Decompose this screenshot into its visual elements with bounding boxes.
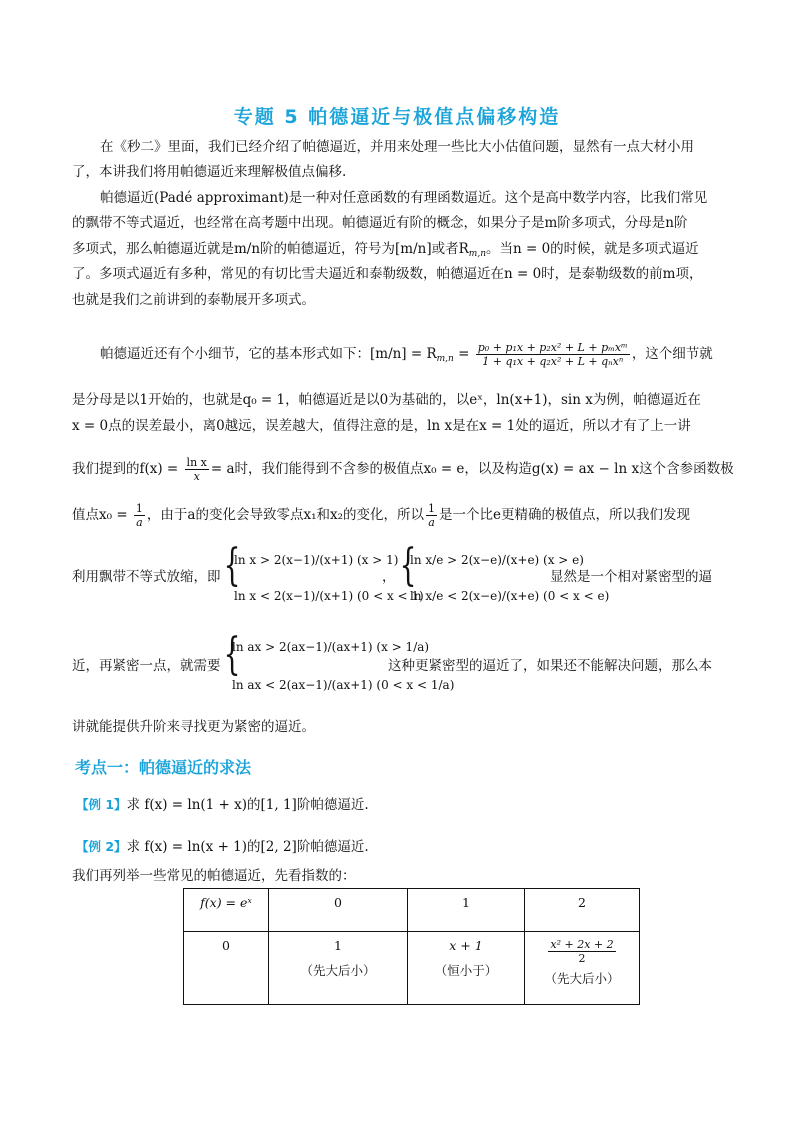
fraction [185,456,209,483]
example-text: 求 f(x) = ln(x + 1)的[2, 2]阶帕德逼近. [126,839,369,855]
text-segment: 帕德逼近还有个小细节，它的基本形式如下：[m/n] = R [100,346,437,362]
page-title: 专题 5 帕德逼近与极值点偏移构造 [233,106,561,128]
table-header-cell: 2 [525,889,640,932]
fraction [426,502,437,529]
pade-general-fraction [476,341,630,368]
paragraph-line: 的飘带不等式逼近，也经常在高考题中出现。帕德逼近有阶的概念，如果分子是m阶多项式，分母是n阶 [72,215,688,231]
paragraph-line [72,239,699,264]
cell-note: （恒小于） [434,963,498,978]
text-segment: ， [382,569,396,585]
subscript: m,n [436,354,454,364]
paragraph-line: 我们再列举一些常见的帕德逼近，先看指数的： [72,868,356,884]
inequality-case: ln x/e > 2(x−e)/(x+e) (x > e) [410,553,584,567]
paragraph-line: 也就是我们之前讲到的泰勒展开多项式。 [72,292,315,308]
text-segment: ，这个细节就 [631,346,713,362]
fraction-numerator: 1 [428,502,436,515]
text-segment: = [453,346,474,362]
text-segment: 。当n = 0的时候，就是多项式逼近 [486,241,699,257]
inequality-case: ln ax > 2(ax−1)/(ax+1) (x > 1/a) [232,640,430,654]
fraction-denominator: a [136,516,143,529]
text-segment: 是一个比e更精确的极值点，所以我们发现 [439,507,691,523]
paragraph-line: 了，本讲我们将用帕德逼近来理解极值点偏移. [72,164,347,180]
cell-note: （先大后小） [300,963,376,978]
left-brace: { [223,629,241,680]
paragraph-line: 近，再紧密一点，就需要 [72,658,221,674]
fraction [134,502,145,529]
subscript: m,n [468,249,486,259]
inequality-case: ln x < 2(x−1)/(x+1) (0 < x < 1) [234,589,424,603]
cell-fraction [548,938,615,965]
text-segment: 多项式，那么帕德逼近就是m/n阶的帕德逼近，符号为[m/n]或者R [72,241,469,257]
inequality-case: ln x/e < 2(x−e)/(x+e) (0 < x < e) [410,589,610,603]
text-segment: ，由于a的变化会导致零点x₁和x₂的变化，所以 [146,507,425,523]
text-segment: = a时，我们能得到不含参的极值点x₀ = e，以及构造g(x) = ax − ln x这个含参函数极 [210,461,734,477]
table-header-cell: 0 [269,889,408,932]
section-heading: 考点一：帕德逼近的求法 [75,758,252,777]
paragraph-line: 了。多项式逼近有多种，常见的有切比雪夫逼近和泰勒级数，帕德逼近在n = 0时，是泰勒级数的前m项， [72,266,703,282]
paragraph-line: 利用飘带不等式放缩，即 [72,569,221,585]
paragraph-line: 这种更紧密型的逼近了，如果还不能解决问题，那么本 [388,658,712,674]
formula-line [72,454,734,484]
paragraph-line: x = 0点的误差最小，离0越远，误差越大，值得注意的是，ln x是在x = 1处的逼近，所以才有了上一讲 [72,418,691,434]
example-tag: 【例 2】 [76,839,127,854]
fraction-denominator: 1 + q₁x + q₂x² + L + qₙxⁿ [482,355,624,368]
example-2 [76,837,369,857]
table-row [184,932,640,1005]
inequality-case: ln ax < 2(ax−1)/(ax+1) (0 < x < 1/a) [232,678,455,692]
left-brace: { [223,540,241,591]
cell-expression: 1 [334,938,342,953]
fraction-denominator: x [193,470,200,483]
fraction-numerator: x² + 2x + 2 [550,938,614,951]
pade-table [183,888,640,1005]
table-cell [269,932,408,1005]
cell-note: （先大后小） [544,971,620,986]
formula-line [100,339,713,374]
inequality-case: ln x > 2(x−1)/(x+1) (x > 1) [234,553,399,567]
table-cell [408,932,525,1005]
table-header-cell: 1 [408,889,525,932]
cell-expression: x + 1 [449,938,483,953]
table-header-row [184,889,640,932]
fraction-denominator: a [428,516,435,529]
left-brace: { [399,540,417,591]
fraction-numerator: 1 [135,502,143,515]
text-segment: 我们提到的f(x) = [72,461,183,477]
paragraph-line: 帕德逼近(Padé approximant)是一种对任意函数的有理函数逼近。这个是高中数学内容，比我们常见 [100,190,708,206]
paragraph-line: 讲就能提供升阶来寻找更为紧密的逼近。 [72,719,315,735]
paragraph-line: 显然是一个相对紧密型的逼 [550,569,712,585]
table-cell [525,932,640,1005]
paragraph-line: 在《秒二》里面，我们已经介绍了帕德逼近，并用来处理一些比大小估值问题，显然有一点大材小用 [100,139,694,155]
table-row-label: 0 [184,932,269,1005]
example-1 [76,795,369,815]
example-text: 求 f(x) = ln(1 + x)的[1, 1]阶帕德逼近. [126,797,369,813]
fraction-numerator: p₀ + p₁x + p₂x² + L + pₘxᵐ [477,341,628,354]
table-corner: f(x) = eˣ [184,889,269,932]
fraction-numerator: ln x [186,456,207,469]
formula-line [72,500,690,530]
fraction-denominator: 2 [578,952,586,965]
example-tag: 【例 1】 [76,797,127,812]
text-segment: 值点x₀ = [72,507,132,523]
paragraph-line: 是分母是以1开始的，也就是q₀ = 1，帕德逼近是以0为基础的，以eˣ，ln(x+1)，sin x为例，帕德逼近在 [72,392,701,408]
